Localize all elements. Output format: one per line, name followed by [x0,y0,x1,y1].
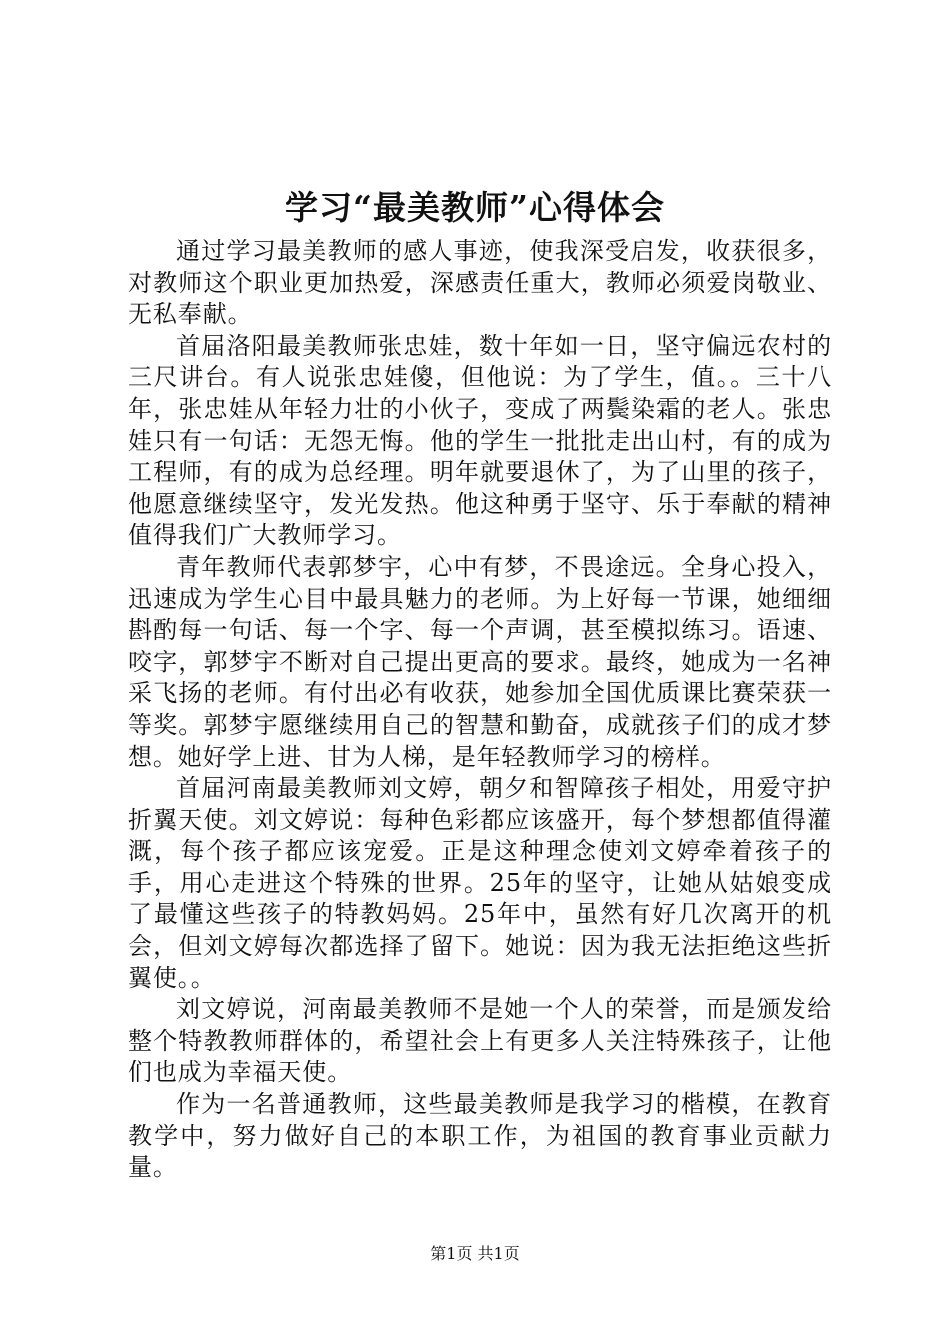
document-body [128,236,832,1184]
paragraph-4: 首届河南最美教师刘文婷，朝夕和智障孩子相处，用爱守护折翼天使。刘文婷说：每种色彩都应该盛开，每个梦想都值得灌溉，每个孩子都应该宠爱。正是这种理念使刘文婷牵着孩子的手，用心走进这个特殊的世界。25年的坚守，让她从姑娘变成了最懂这些孩子的特教妈妈。25年中，虽然有好几次离开的机会，但刘文婷每次都选择了留下。她说：因为我无法拒绝这些折翼使。。 [128,774,832,992]
paragraph-5: 刘文婷说，河南最美教师不是她一个人的荣誉，而是颁发给整个特教教师群体的，希望社会上有更多人关注特殊孩子，让他们也成为幸福天使。 [128,995,832,1087]
document-title: 学习“最美教师”心得体会 [285,188,665,227]
paragraph-3: 青年教师代表郭梦宇，心中有梦，不畏途远。全身心投入，迅速成为学生心目中最具魅力的老师。为上好每一节课，她细细斟酌每一句话、每一个字、每一个声调，甚至模拟练习。语速、咬字，郭梦宇不断对自己提出更高的要求。最终，她成为一名神采飞扬的老师。有付出必有收获，她参加全国优质课比赛荣获一等奖。郭梦宇愿继续用自己的智慧和勤奋，成就孩子们的成才梦想。她好学上进、甘为人梯，是年轻教师学习的榜样。 [128,552,832,771]
paragraph-2: 首届洛阳最美教师张忠娃，数十年如一日，坚守偏远农村的三尺讲台。有人说张忠娃傻，但他说：为了学生，值。。三十八年，张忠娃从年轻力壮的小伙子，变成了两鬓染霜的老人。张忠娃只有一句话：无怨无悔。他的学生一批批走出山村，有的成为工程师，有的成为总经理。明年就要退休了，为了山里的孩子，他愿意继续坚守，发光发热。他这种勇于坚守、乐于奉献的精神值得我们广大教师学习。 [128,331,832,550]
paragraph-1: 通过学习最美教师的感人事迹，使我深受启发，收获很多，对教师这个职业更加热爱，深感责任重大，教师必须爱岗敬业、无私奉献。 [128,237,832,329]
paragraph-6: 作为一名普通教师，这些最美教师是我学习的楷模，在教育教学中，努力做好自己的本职工作，为祖国的教育事业贡献力量。 [128,1090,832,1182]
page-number-footer: 第1页 共1页 [430,1244,520,1263]
